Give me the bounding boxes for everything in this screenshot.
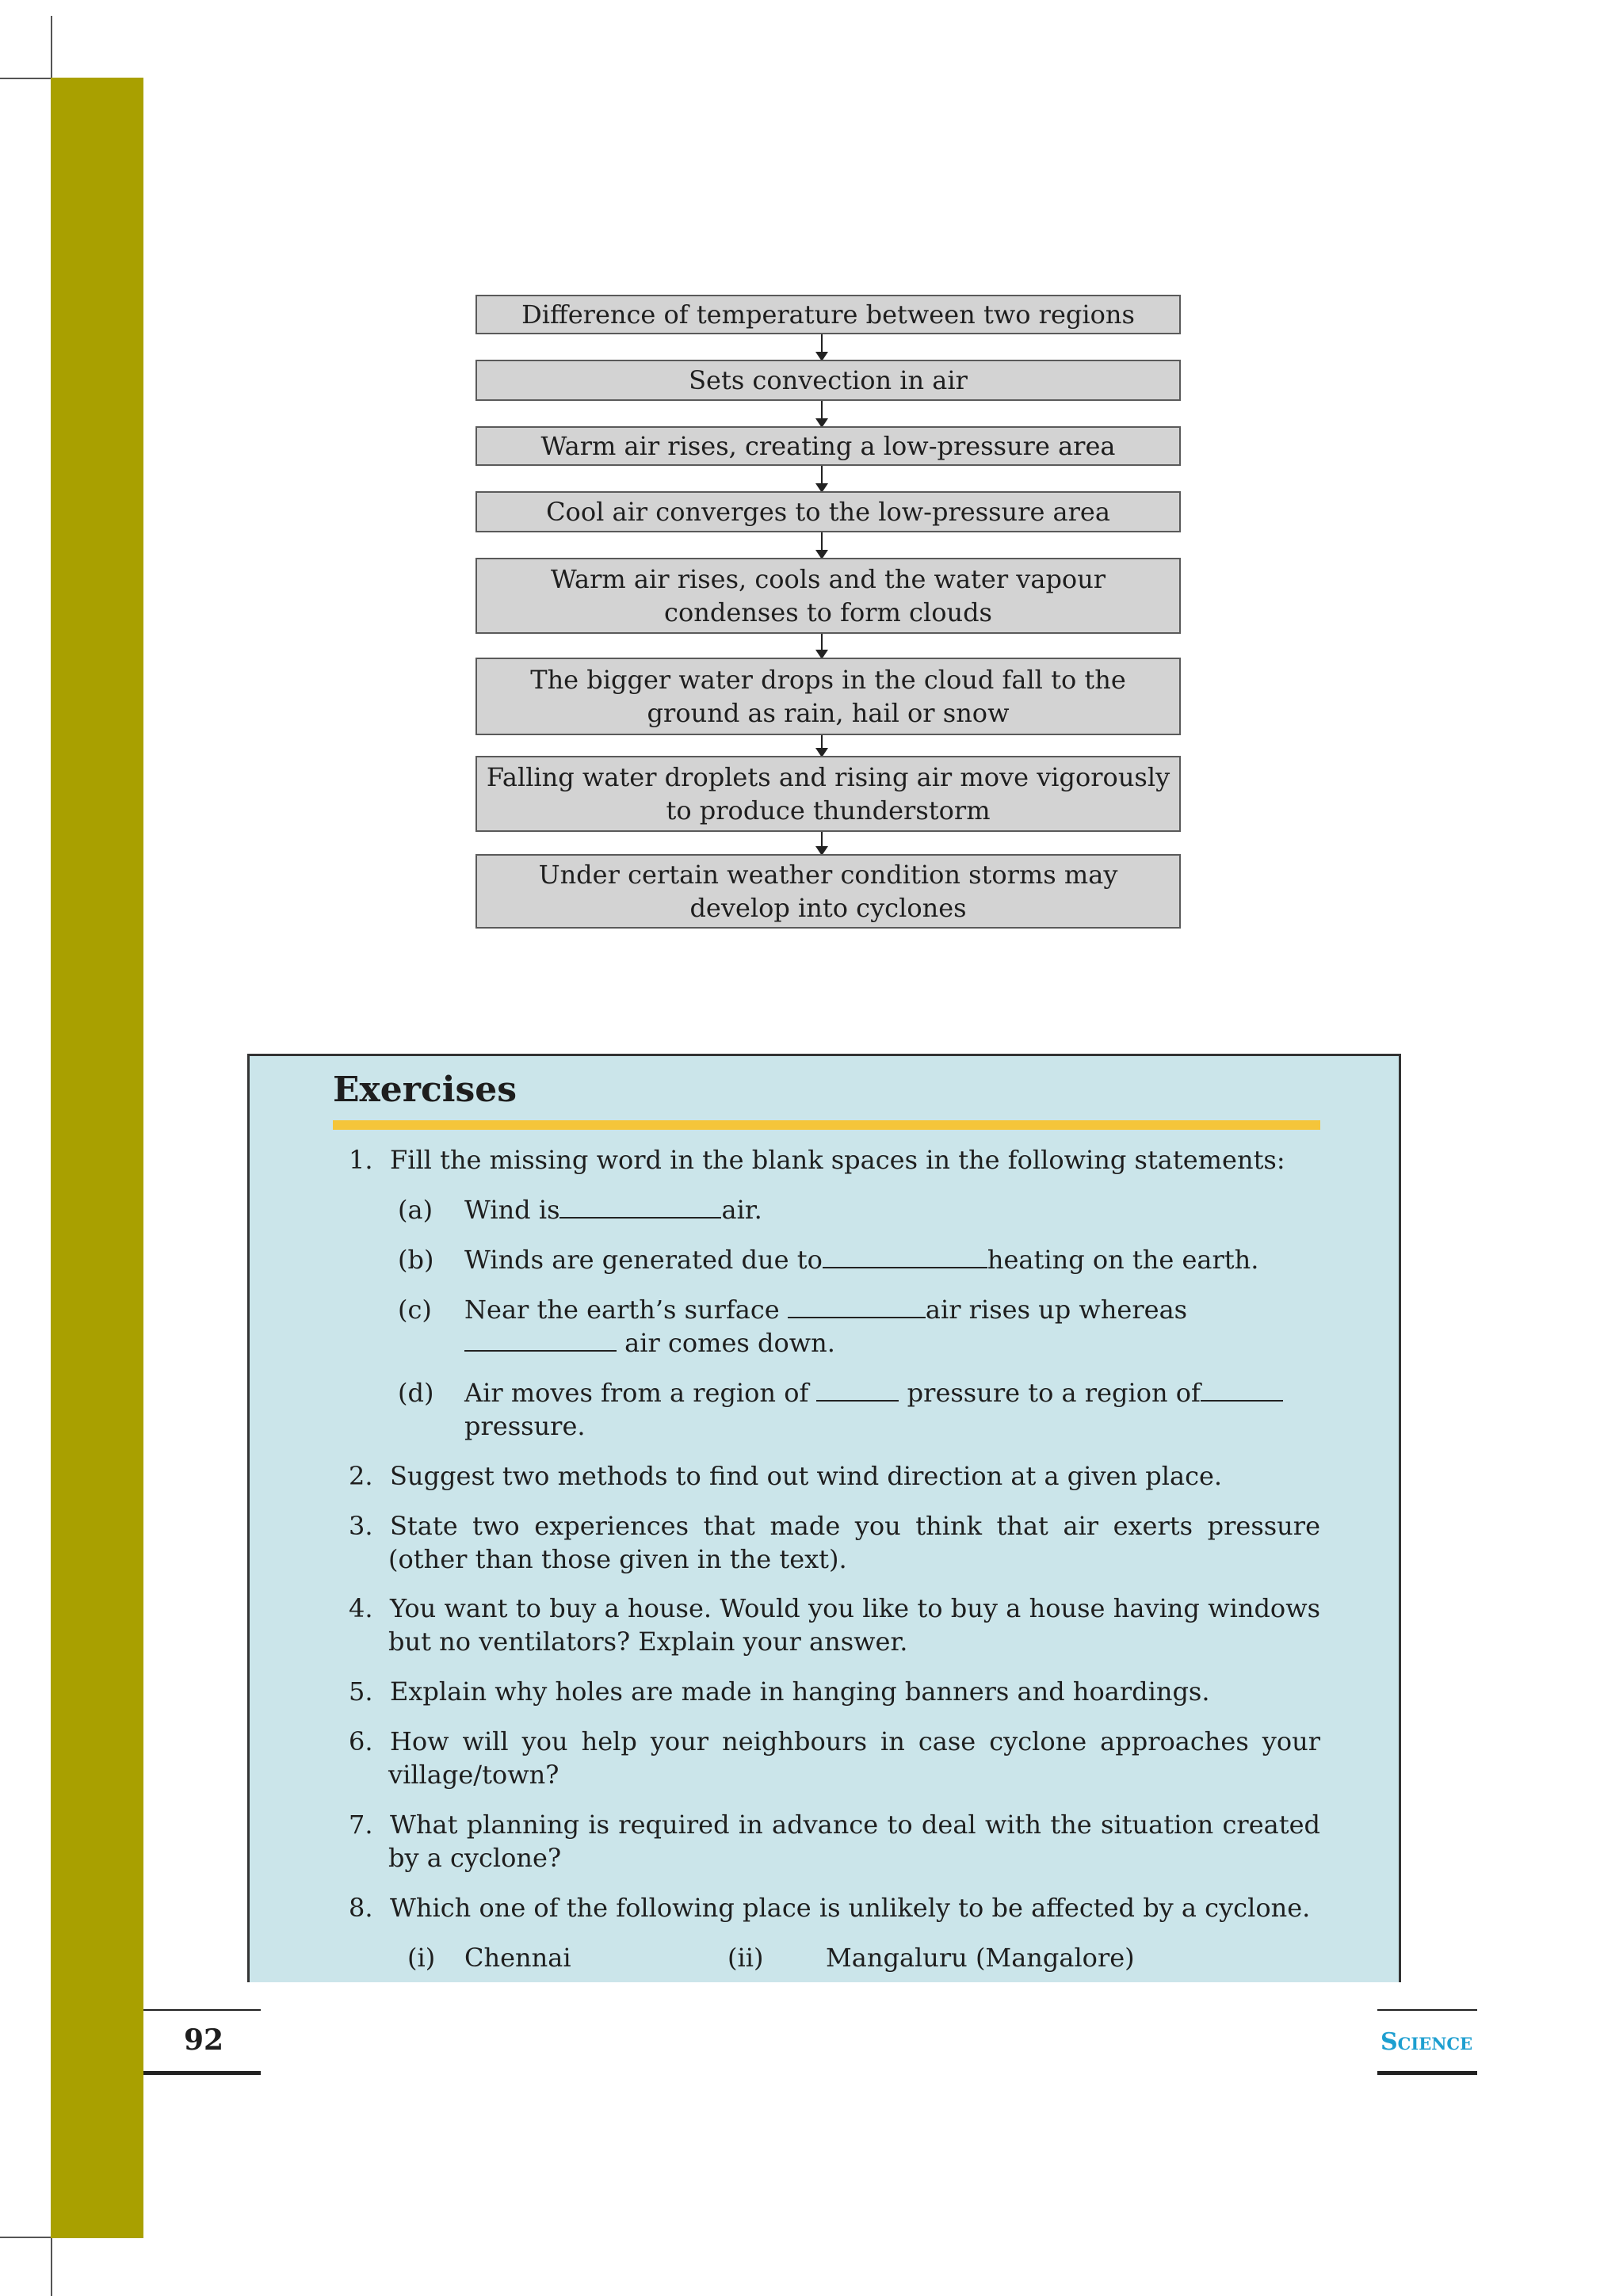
flow-step <box>475 426 1181 466</box>
flow-step-text: Under certain weather condition storms may <box>538 860 1118 890</box>
sub-question-text: air rises up whereas <box>925 1295 1188 1325</box>
crop-mark <box>0 2237 52 2238</box>
sub-question-text: Air moves from a region of <box>464 1378 817 1408</box>
answer-blank <box>559 1193 721 1219</box>
option-text: Mangaluru (Mangalore) <box>826 1943 1135 1973</box>
question-number: 4. <box>349 1593 373 1623</box>
question-text: (other than those given in the text). <box>388 1544 847 1574</box>
sub-question-label: (d) <box>398 1378 434 1408</box>
sub-question-text: Winds are generated due to <box>464 1245 823 1275</box>
sub-question-text: pressure. <box>464 1411 586 1441</box>
sub-question <box>464 1293 1187 1326</box>
footer-rule <box>1377 2009 1477 2011</box>
question-number: 6. <box>349 1726 373 1756</box>
crop-mark <box>51 16 52 79</box>
flow-step-text: to produce thunderstorm <box>666 795 991 826</box>
flow-step <box>475 854 1181 929</box>
flow-step-text: Warm air rises, cools and the water vapour <box>550 564 1106 594</box>
crop-mark <box>0 78 52 79</box>
footer-subject: Science <box>1381 2028 1473 2056</box>
exercises-heading: Exercises <box>333 1070 517 1110</box>
sub-question <box>464 1376 1283 1409</box>
flow-arrow <box>821 735 823 756</box>
flow-step-text: Warm air rises, creating a low-pressure area <box>540 431 1116 461</box>
flow-step <box>475 491 1181 532</box>
sub-question-text: Wind is <box>464 1195 560 1225</box>
flow-step <box>475 558 1181 634</box>
question-text: Suggest two methods to find out wind direction at a given place. <box>390 1461 1223 1491</box>
answer-blank <box>464 1326 617 1352</box>
question-number: 5. <box>349 1676 373 1707</box>
option-text: Chennai <box>464 1943 571 1973</box>
flow-arrow <box>821 832 823 854</box>
answer-blank <box>823 1243 987 1268</box>
footer-rule <box>143 2071 261 2075</box>
side-color-band <box>51 78 143 2238</box>
sub-question-label: (c) <box>398 1295 432 1325</box>
sub-question-label: (a) <box>398 1195 433 1225</box>
crop-mark <box>51 2237 52 2296</box>
question-text: village/town? <box>388 1760 559 1790</box>
flow-step-text: condenses to form clouds <box>664 597 992 627</box>
flow-step <box>475 360 1181 401</box>
flow-arrow <box>821 334 823 360</box>
flow-arrow <box>821 532 823 558</box>
flow-step-text: Sets convection in air <box>689 365 968 395</box>
flow-arrow <box>821 466 823 491</box>
question-number: 1. <box>349 1145 373 1175</box>
flow-step <box>475 658 1181 735</box>
question-number: 7. <box>349 1810 373 1840</box>
question-number: 8. <box>349 1893 373 1923</box>
flow-step-text: develop into cyclones <box>689 893 967 923</box>
heading-rule <box>333 1120 1320 1130</box>
question-text: How will you help your neighbours in case cyclone approaches your <box>390 1726 1320 1756</box>
sub-question <box>464 1326 835 1360</box>
question-text: Which one of the following place is unlikely to be affected by a cyclone. <box>390 1893 1311 1923</box>
question-text: State two experiences that made you think that air exerts pressure <box>390 1511 1320 1541</box>
footer-rule <box>143 2009 261 2011</box>
option-label: (ii) <box>727 1943 764 1973</box>
question-number: 2. <box>349 1461 373 1491</box>
sub-question-text: air comes down. <box>617 1328 835 1358</box>
question-text: Explain why holes are made in hanging banners and hoardings. <box>390 1676 1210 1707</box>
sub-question-text: pressure to a region of <box>899 1378 1201 1408</box>
answer-blank <box>816 1376 899 1402</box>
question-text: by a cyclone? <box>388 1843 562 1873</box>
flow-step <box>475 295 1181 334</box>
option-label: (i) <box>407 1943 436 1973</box>
sub-question-text: Near the earth’s surface <box>464 1295 788 1325</box>
flow-step-text: Cool air converges to the low-pressure area <box>546 497 1110 527</box>
flow-step-text: Difference of temperature between two regions <box>521 299 1135 330</box>
question-number: 3. <box>349 1511 373 1541</box>
flow-step <box>475 756 1181 832</box>
sub-question-text: heating on the earth. <box>987 1245 1259 1275</box>
question-text: Fill the missing word in the blank spaces in the following statements: <box>390 1145 1285 1175</box>
answer-blank <box>788 1293 926 1318</box>
footer-rule <box>1377 2071 1477 2075</box>
sub-question <box>464 1193 762 1226</box>
question-text: What planning is required in advance to deal with the situation created <box>390 1810 1320 1840</box>
page-number: 92 <box>184 2023 224 2057</box>
flow-step-text: ground as rain, hail or snow <box>647 698 1010 728</box>
flow-arrow <box>821 401 823 426</box>
flow-step-text: The bigger water drops in the cloud fall to the <box>530 665 1126 695</box>
answer-blank <box>1201 1376 1283 1402</box>
sub-question-text: air. <box>721 1195 762 1225</box>
sub-question <box>464 1243 1258 1276</box>
flow-step-text: Falling water droplets and rising air move vigorously <box>486 762 1170 792</box>
sub-question-label: (b) <box>398 1245 434 1275</box>
question-text: You want to buy a house. Would you like to buy a house having windows <box>390 1593 1320 1623</box>
question-text: but no ventilators? Explain your answer. <box>388 1627 908 1657</box>
flow-arrow <box>821 634 823 658</box>
